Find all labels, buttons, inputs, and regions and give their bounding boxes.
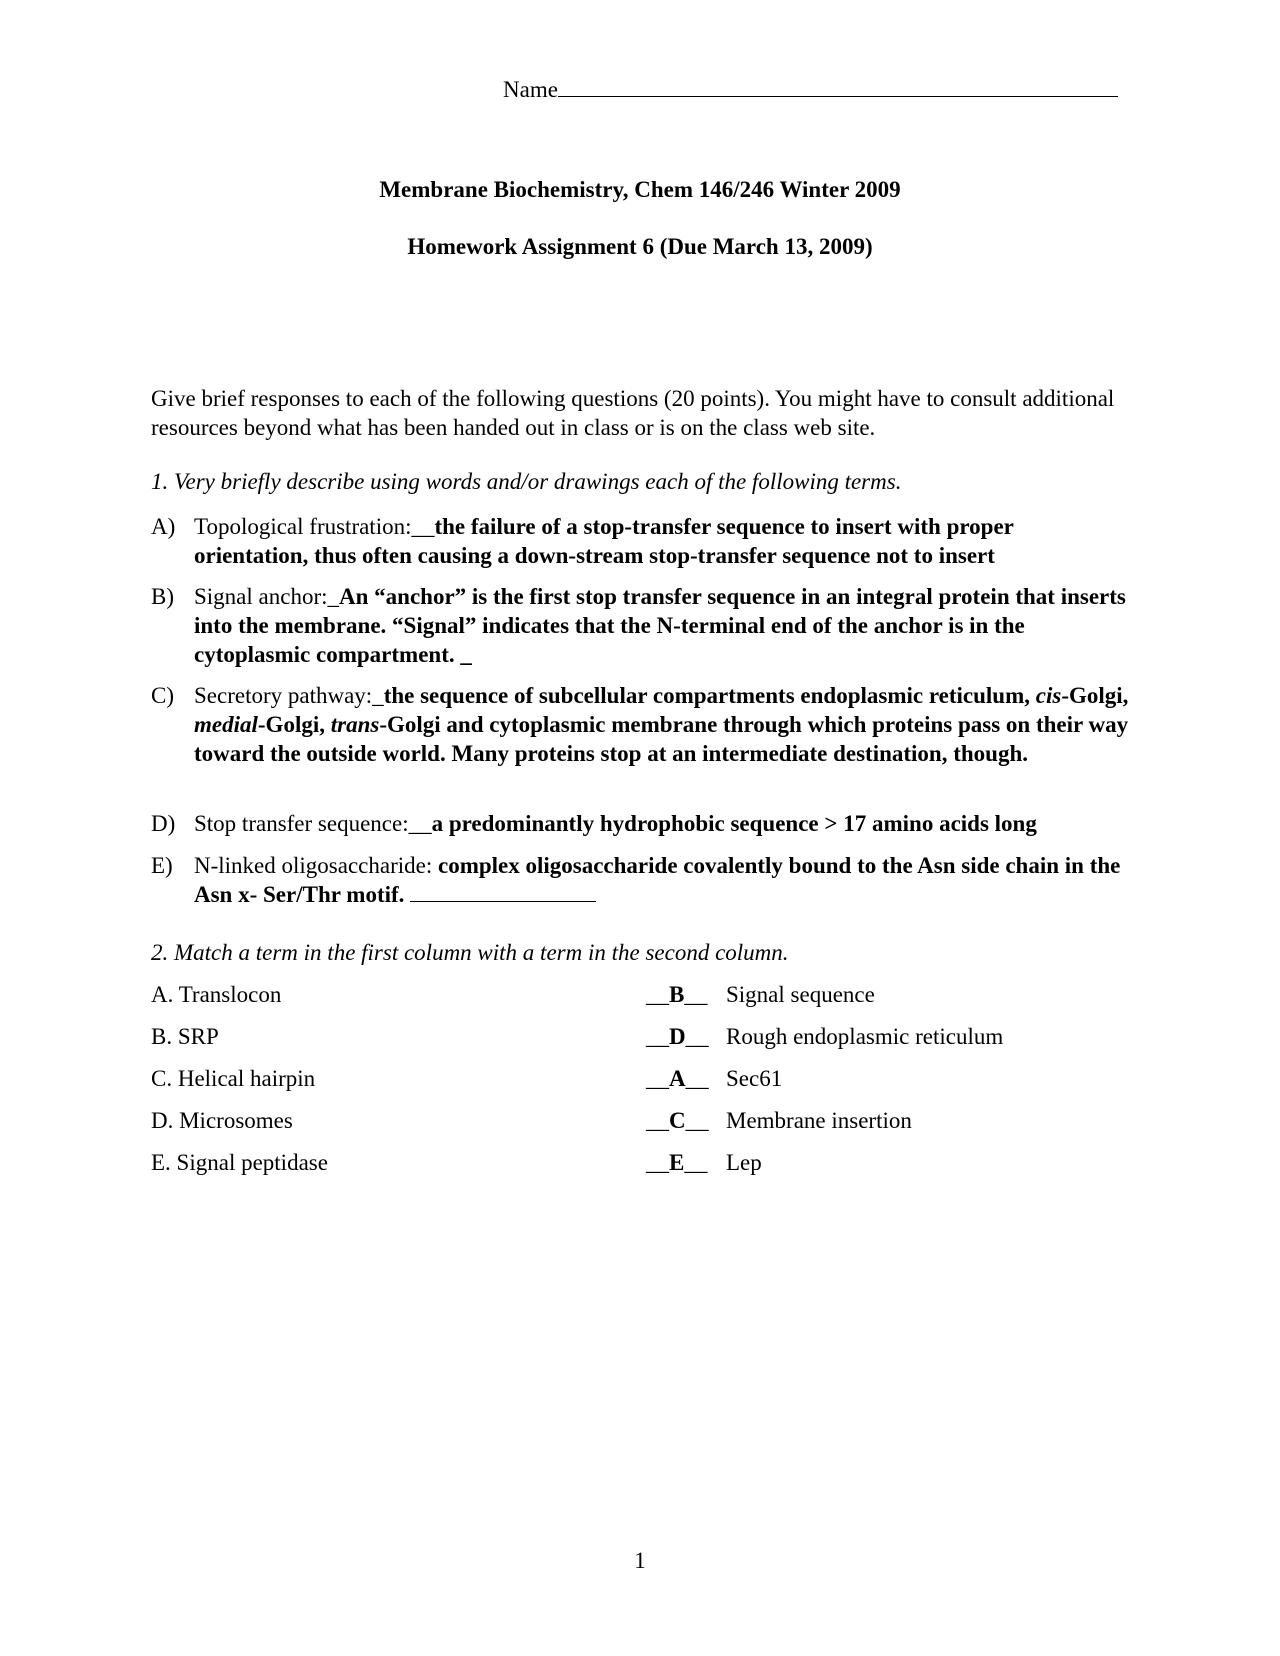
item-answer: the failure of a stop-transfer sequence to insert with proper orientation, thus often causing a down-stream stop-transfer sequence not to insert: [194, 514, 1014, 568]
page-number: 1: [634, 1548, 646, 1573]
instructions-paragraph: Give brief responses to each of the following questions (20 points). You might have to consult additional resources beyond what has been handed out in class or is on the class web site.: [151, 386, 1115, 440]
match-term: B. SRP: [151, 1024, 219, 1049]
name-label: Name: [503, 77, 558, 102]
item-term: Topological frustration:__: [194, 514, 435, 539]
question-1-item-d: [151, 809, 1131, 838]
match-answer: __C__: [646, 1108, 709, 1133]
match-term: A. Translocon: [151, 982, 282, 1007]
item-term: Secretory pathway:_: [194, 683, 384, 708]
item-label: B): [151, 584, 174, 609]
item-answer: complex oligosaccharide covalently bound to the Asn side chain in the Asn x- Ser/Thr motif.: [194, 853, 1121, 907]
item-term: Stop transfer sequence:__: [194, 811, 432, 836]
match-answer: __E__: [646, 1150, 708, 1175]
match-term: E. Signal peptidase: [151, 1150, 328, 1175]
item-answer: the sequence of subcellular compartments endoplasmic reticulum, cis-Golgi, medial-Golgi, trans-Golgi and cytoplasmic membrane through which proteins pass on their way toward the outside world. Many proteins stop at an intermediate destination, though.: [194, 683, 1129, 766]
match-answer: __B__: [646, 982, 708, 1007]
question-1-item-c: [151, 681, 1131, 768]
match-answer: __A__: [646, 1066, 709, 1091]
item-term: Signal anchor:_: [194, 584, 339, 609]
question-1-item-a: [151, 512, 1131, 570]
match-definition: Membrane insertion: [726, 1108, 912, 1133]
name-field: [503, 74, 1118, 103]
match-definition: Rough endoplasmic reticulum: [726, 1024, 1004, 1049]
question-1-item-e: [151, 851, 1131, 909]
name-blank-line: [558, 74, 1118, 97]
match-row: [151, 1108, 1111, 1138]
match-term: C. Helical hairpin: [151, 1066, 316, 1091]
course-title: Membrane Biochemistry, Chem 146/246 Winter 2009: [379, 177, 901, 202]
answer-blank-line: [410, 881, 596, 902]
question-1-item-b: [151, 582, 1131, 669]
item-term: N-linked oligosaccharide:: [194, 853, 438, 878]
match-definition: Signal sequence: [726, 982, 875, 1007]
match-row: [151, 1066, 1111, 1096]
item-label: D): [151, 811, 176, 836]
item-answer: An “anchor” is the first stop transfer sequence in an integral protein that inserts into the membrane. “Signal” indicates that the N-terminal end of the anchor is in the cytoplasmic compartment. _: [194, 584, 1126, 667]
match-definition: Sec61: [726, 1066, 783, 1091]
item-label: C): [151, 683, 174, 708]
match-row: [151, 1024, 1111, 1054]
question-2-heading: 2. Match a term in the first column with a term in the second column.: [151, 940, 789, 965]
match-row: [151, 982, 1111, 1012]
match-answer: __D__: [646, 1024, 709, 1049]
match-row: [151, 1150, 1111, 1180]
assignment-title: Homework Assignment 6 (Due March 13, 2009): [407, 234, 873, 259]
item-label: E): [151, 853, 173, 878]
item-label: A): [151, 514, 176, 539]
question-1-heading: 1. Very briefly describe using words and/or drawings each of the following terms.: [151, 469, 902, 494]
item-answer: a predominantly hydrophobic sequence > 17 amino acids long: [431, 811, 1037, 836]
match-term: D. Microsomes: [151, 1108, 293, 1133]
match-definition: Lep: [726, 1150, 762, 1175]
